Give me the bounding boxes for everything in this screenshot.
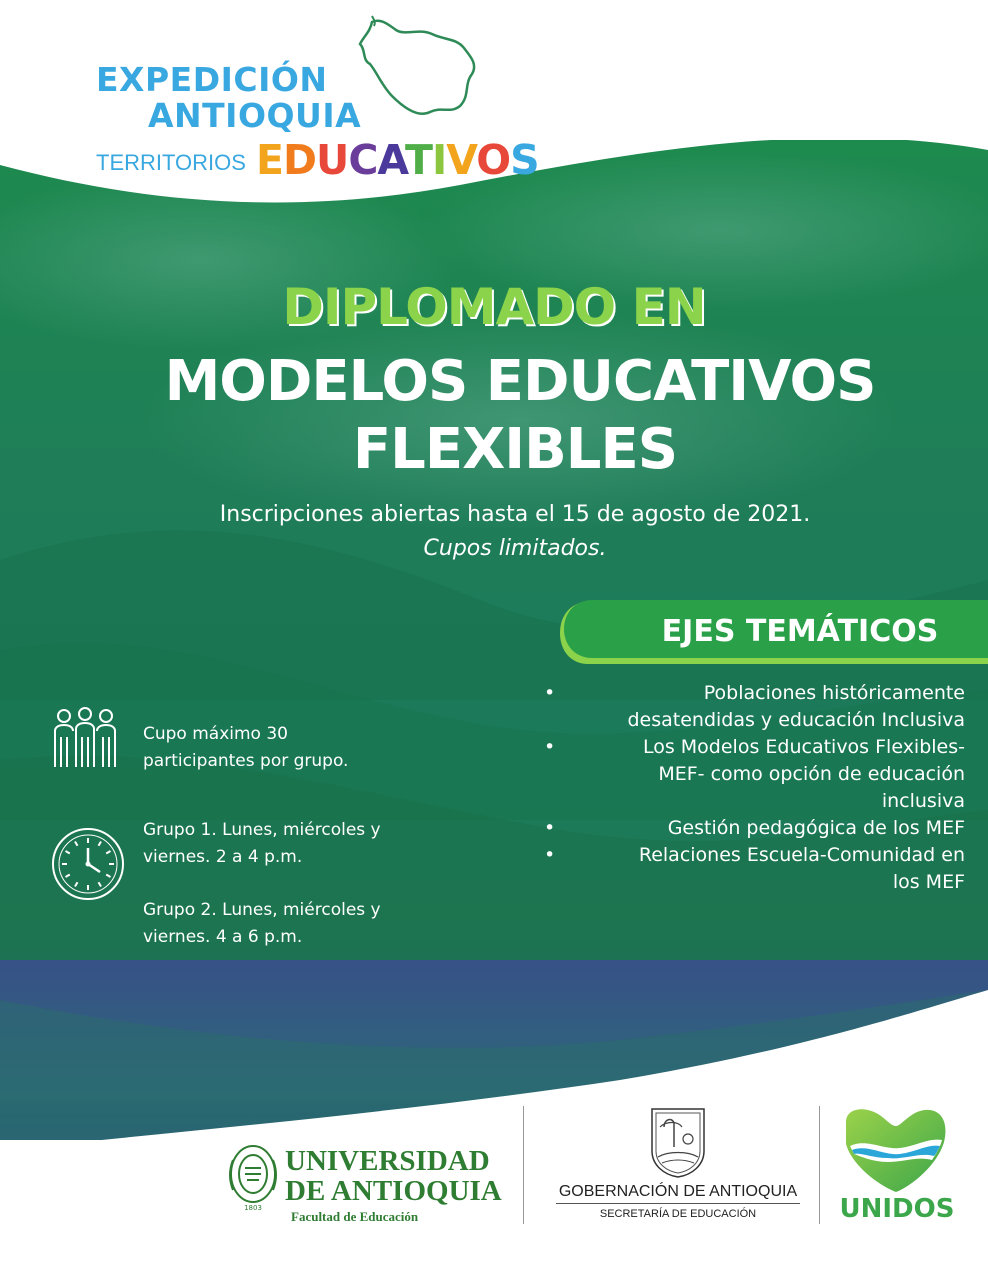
grupo2-line1: Grupo 2. Lunes, miércoles y xyxy=(143,900,381,920)
grupo2-info xyxy=(143,897,443,951)
bullet-icon: • xyxy=(544,817,556,839)
ejes-item-line: Poblaciones históricamente xyxy=(703,682,965,704)
cupos-text: Cupos limitados. xyxy=(423,536,607,561)
logo-letter: C xyxy=(348,136,378,184)
logo-letter: U xyxy=(316,136,349,184)
subtitle-diplomado: DIPLOMADO EN xyxy=(282,278,706,336)
universidad-faculty: Facultad de Educación xyxy=(291,1209,419,1224)
universidad-line1: UNIVERSIDAD xyxy=(285,1145,490,1177)
logo-letter: E xyxy=(255,136,283,184)
ejes-item-line: Relaciones Escuela-Comunidad en xyxy=(638,844,965,866)
universidad-name xyxy=(285,1146,502,1206)
clock-icon xyxy=(50,826,126,902)
unidos-label: UNIDOS xyxy=(839,1194,955,1224)
ejes-item-line: MEF- como opción de educación xyxy=(658,763,965,785)
grupo2-line2: viernes. 4 a 6 p.m. xyxy=(143,927,303,947)
expedicion-antioquia-logo xyxy=(96,62,539,182)
logo-letter: O xyxy=(476,136,511,184)
page-title-line2: FLEXIBLES xyxy=(352,417,678,482)
logo-letter: A xyxy=(377,136,405,184)
ejes-item-line: los MEF xyxy=(892,871,965,893)
logo-letter: D xyxy=(282,136,317,184)
bullet-icon: • xyxy=(544,736,556,758)
ejes-item xyxy=(540,815,965,842)
svg-text:1803: 1803 xyxy=(244,1204,262,1212)
unidos-heart-icon xyxy=(840,1104,950,1196)
grupo1-line1: Grupo 1. Lunes, miércoles y xyxy=(143,820,381,840)
ejes-item-line: Los Modelos Educativos Flexibles- xyxy=(642,736,965,758)
logo-line-expedicion: EXPEDICIÓN xyxy=(96,60,328,99)
universidad-seal-icon xyxy=(227,1140,279,1212)
logo-line-antioquia: ANTIOQUIA xyxy=(148,96,362,135)
footer-divider-2 xyxy=(819,1106,820,1224)
inscripciones-text: Inscripciones abiertas hasta el 15 de agosto de 2021. xyxy=(219,502,811,527)
ejes-item xyxy=(540,842,965,896)
cupo-line2: participantes por grupo. xyxy=(143,751,349,771)
cupo-line1: Cupo máximo 30 xyxy=(143,724,288,744)
page-title-line1: MODELOS EDUCATIVOS xyxy=(164,349,876,414)
logo-territorios: TERRITORIOS xyxy=(96,150,246,175)
ejes-list xyxy=(540,680,965,896)
logo-letter: S xyxy=(510,136,539,184)
gobernacion-name: GOBERNACIÓN DE ANTIOQUIA xyxy=(556,1183,800,1204)
logo-row-territorios xyxy=(96,138,539,182)
bullet-icon: • xyxy=(544,844,556,866)
footer-divider-1 xyxy=(523,1106,524,1224)
bullet-icon: • xyxy=(544,682,556,704)
secretaria-name: SECRETARÍA DE EDUCACIÓN xyxy=(599,1208,757,1220)
universidad-line2: DE ANTIOQUIA xyxy=(285,1175,502,1207)
ejes-item-line: inclusiva xyxy=(881,790,965,812)
ejes-title: EJES TEMÁTICOS xyxy=(661,614,939,649)
gobernacion-shield-icon xyxy=(648,1105,708,1179)
grupo1-info xyxy=(143,817,443,871)
ejes-item xyxy=(540,734,965,815)
logo-letter: I xyxy=(431,136,447,184)
ejes-item-line: desatendidas y educación Inclusiva xyxy=(627,709,965,731)
grupo1-line2: viernes. 2 a 4 p.m. xyxy=(143,847,303,867)
logo-letter: V xyxy=(446,136,477,184)
cupo-info xyxy=(143,721,443,775)
people-icon xyxy=(52,707,118,769)
ejes-item-line: Gestión pedagógica de los MEF xyxy=(667,817,965,839)
logo-educativos xyxy=(256,138,539,182)
logo-letter: T xyxy=(404,136,432,184)
ejes-item xyxy=(540,680,965,734)
